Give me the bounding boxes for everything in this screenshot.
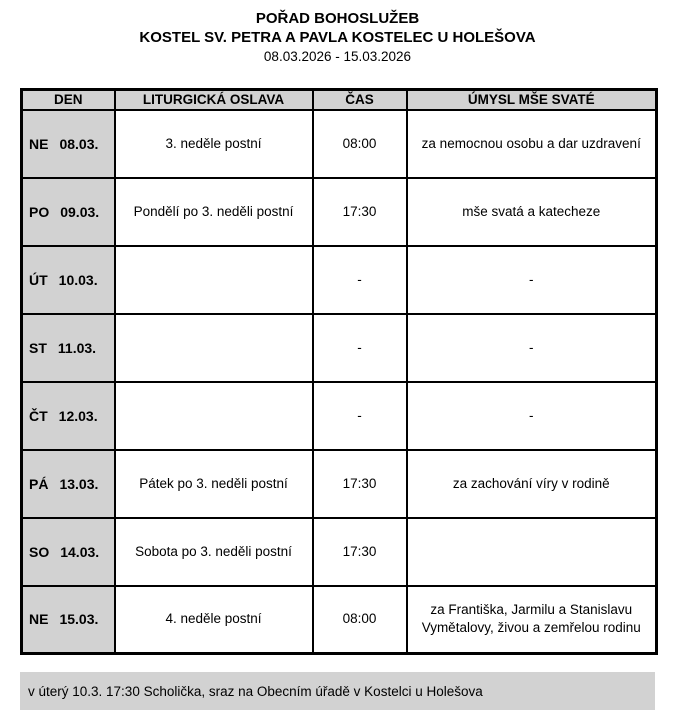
celebration-cell	[115, 382, 313, 450]
col-header-umysl: ÚMYSL MŠE SVATÉ	[407, 90, 657, 110]
day-abbr: ÚT	[29, 271, 48, 288]
celebration-cell: Pondělí po 3. neděli postní	[115, 178, 313, 246]
table-row	[22, 586, 657, 654]
day-date: 15.03.	[59, 611, 99, 628]
day-date: 08.03.	[59, 135, 99, 152]
col-header-liturgicka-oslava: LITURGICKÁ OSLAVA	[115, 90, 313, 110]
time-cell: -	[313, 382, 407, 450]
time-cell: 17:30	[313, 178, 407, 246]
celebration-cell: 3. neděle postní	[115, 110, 313, 178]
time-cell: 08:00	[313, 586, 407, 654]
celebration-cell	[115, 314, 313, 382]
day-cell	[22, 586, 115, 654]
intention-cell	[407, 518, 657, 586]
day-cell	[22, 110, 115, 178]
day-abbr: PÁ	[29, 475, 49, 492]
celebration-cell: Sobota po 3. neděli postní	[115, 518, 313, 586]
table-row	[22, 178, 657, 246]
intention-cell: za zachování víry v rodině	[407, 450, 657, 518]
page-title: POŘAD BOHOSLUŽEB	[255, 10, 420, 27]
footer-note-text: v úterý 10.3. 17:30 Scholička, sraz na Obecním úřadě v Kostelci u Holešova	[28, 683, 483, 699]
day-date: 10.03.	[58, 271, 98, 288]
day-abbr: PO	[29, 203, 50, 220]
table-row	[22, 110, 657, 178]
intention-cell: mše svatá a katecheze	[407, 178, 657, 246]
celebration-cell	[115, 246, 313, 314]
time-cell: 17:30	[313, 450, 407, 518]
table-row	[22, 382, 657, 450]
intention-cell: za Františka, Jarmilu a Stanislavu Vymětalovy, živou a zemřelou rodinu	[407, 586, 657, 654]
day-date: 13.03.	[59, 475, 99, 492]
day-cell	[22, 518, 115, 586]
day-cell	[22, 382, 115, 450]
day-cell	[22, 178, 115, 246]
day-cell	[22, 450, 115, 518]
date-range: 08.03.2026 - 15.03.2026	[263, 49, 412, 64]
day-date: 11.03.	[57, 339, 97, 356]
col-header-den: DEN	[22, 90, 115, 110]
schedule-table	[20, 88, 658, 655]
time-cell: 17:30	[313, 518, 407, 586]
day-abbr: ČT	[29, 407, 48, 424]
day-abbr: NE	[29, 135, 49, 152]
intention-cell: -	[407, 382, 657, 450]
day-date: 09.03.	[60, 203, 100, 220]
church-title: KOSTEL SV. PETRA A PAVLA KOSTELEC U HOLEŠOVA	[139, 29, 536, 46]
day-cell	[22, 246, 115, 314]
intention-cell: -	[407, 314, 657, 382]
time-cell: -	[313, 314, 407, 382]
footer-note	[20, 672, 655, 710]
table-row	[22, 450, 657, 518]
table-row	[22, 518, 657, 586]
day-date: 14.03.	[60, 543, 100, 560]
col-header-cas: ČAS	[313, 90, 407, 110]
table-row	[22, 314, 657, 382]
table-header-row	[22, 90, 657, 110]
day-cell	[22, 314, 115, 382]
title-block	[0, 0, 675, 66]
day-date: 12.03.	[58, 407, 98, 424]
day-abbr: ST	[29, 339, 47, 356]
celebration-cell: Pátek po 3. neděli postní	[115, 450, 313, 518]
celebration-cell: 4. neděle postní	[115, 586, 313, 654]
table-row	[22, 246, 657, 314]
time-cell: -	[313, 246, 407, 314]
day-abbr: SO	[29, 543, 50, 560]
time-cell: 08:00	[313, 110, 407, 178]
day-abbr: NE	[29, 611, 49, 628]
intention-cell: za nemocnou osobu a dar uzdravení	[407, 110, 657, 178]
intention-cell: -	[407, 246, 657, 314]
